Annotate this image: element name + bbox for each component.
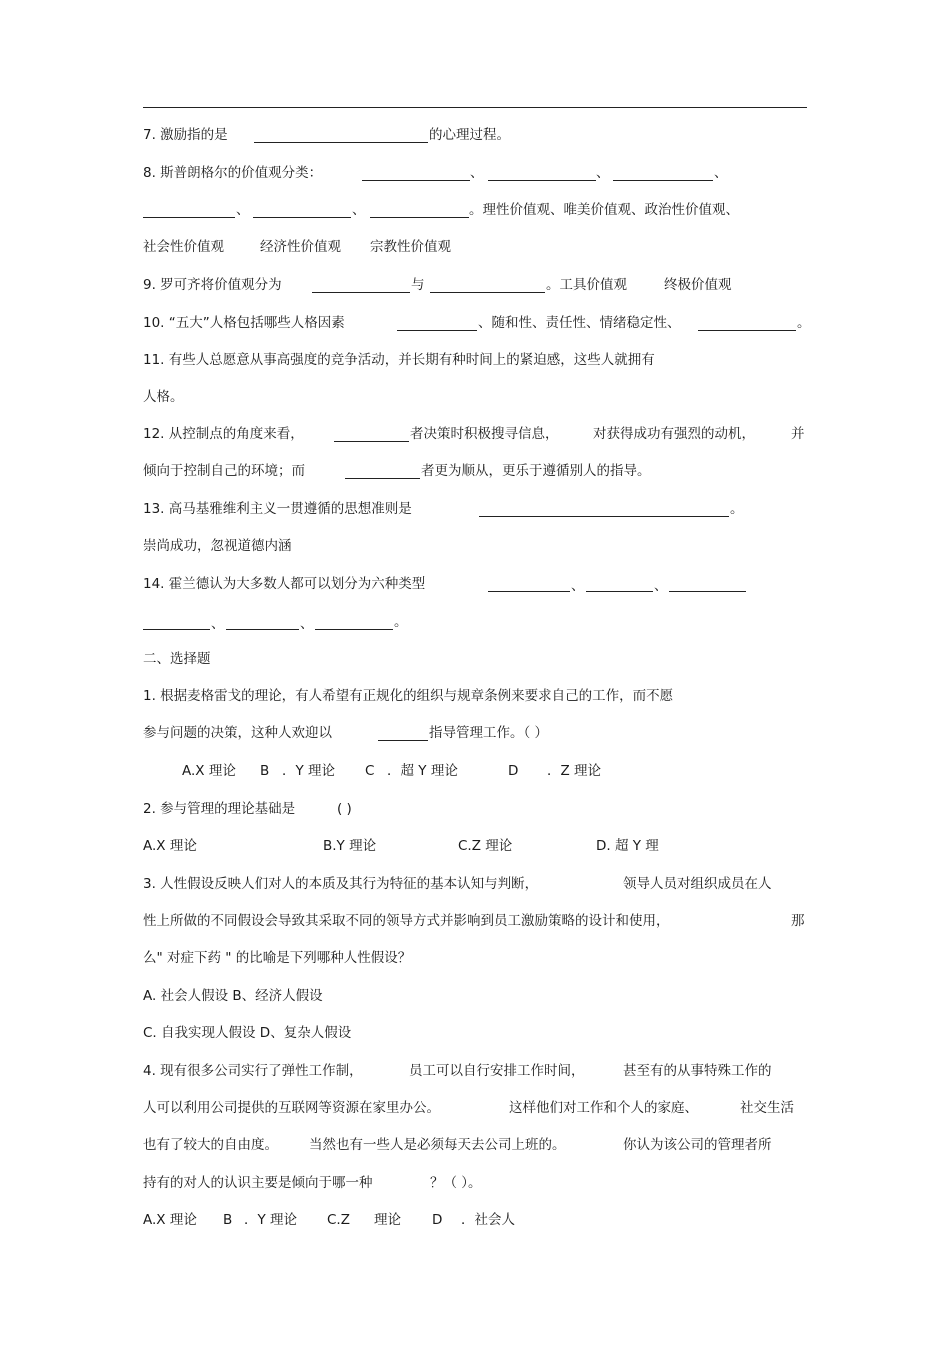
answer-blank [488,180,596,181]
question-text: 9. 罗可齐将价值观分为 [143,277,282,293]
option-c-text: 理论 [374,1212,401,1228]
question-text: 那 [791,913,805,929]
separator: 、 [210,613,226,635]
answer-blank [312,292,410,293]
answer-blank [334,441,409,442]
answer-text: 社会性价值观 [143,239,224,255]
options-cd: C. 自我实现人假设 D、复杂人假设 [143,1025,352,1041]
question-text: 参与问题的决策，这种人欢迎以 [143,725,332,741]
answer-text: 终极价值观 [664,277,732,293]
question-text: 7. 激励指的是 [143,127,228,143]
question-text: 11. 有些人总愿意从事高强度的竞争活动，并长期有种时间上的紧迫感，这些人就拥有 [143,352,655,368]
question-text: 者更为顺从，更乐于遵循别人的指导。 [421,463,651,479]
question-text: 3. 人性假设反映人们对人的本质及其行为特征的基本认知与判断， [143,876,539,892]
option-d-text: ．社会人 [461,1212,515,1228]
question-text: 13. 高马基雅维利主义一贯遵循的思想准则是 [143,501,412,517]
option-b-text: ．Y 理论 [244,1212,298,1228]
question-text: 8. 斯普朗格尔的价值观分类： [143,165,323,181]
options-ab: A. 社会人假设 B、经济人假设 [143,988,323,1004]
answer-blank [362,180,470,181]
answer-blank [143,629,393,630]
question-text: 么" 对症下药 " 的比喻是下列哪种人性假设？ [143,950,412,966]
question-text: 对获得成功有强烈的动机， [593,426,755,442]
option-d-letter: D [508,763,519,779]
question-text: 人可以利用公司提供的互联网等资源在家里办公。 [143,1100,440,1116]
answer-blank [143,217,235,218]
separator: 、 [596,165,610,181]
option-c-letter: C [365,763,375,779]
question-text: 2. 参与管理的理论基础是 [143,801,296,817]
option-b-letter: B [223,1212,233,1228]
question-text: 4. 现有很多公司实行了弹性工作制， [143,1063,363,1079]
question-text: 并 [791,426,805,442]
option-c: C.Z 理论 [458,838,513,854]
separator: 、 [714,165,728,181]
answer-blank [397,330,477,331]
separator: 、 [299,613,315,635]
question-text: 。 [730,501,744,517]
question-text: 人格。 [143,389,184,405]
question-text: 1. 根据麦格雷戈的理论，有人希望有正规化的组织与规章条例来要求自己的工作，而不愿 [143,688,674,704]
question-text: 这样他们对工作和个人的家庭、 [509,1100,698,1116]
answer-text: 经济性价值观 [260,239,341,255]
question-text: 12. 从控制点的角度来看， [143,426,304,442]
option-b: B.Y 理论 [323,838,377,854]
option-d: D. 超 Y 理 [596,838,659,854]
question-text: 。 [797,315,811,331]
option-d-letter: D [432,1212,443,1228]
option-a: A.X 理论 [182,763,236,779]
question-text: 、随和性、责任性、情绪稳定性、 [478,315,681,331]
answer-text: 宗教性价值观 [370,239,451,255]
separator: 、 [570,575,586,597]
question-text: 你认为该公司的管理者所 [623,1137,772,1153]
answer-parentheses: ？（ ）。 [430,1175,482,1191]
question-text: 员工可以自行安排工作时间， [409,1063,585,1079]
separator: 、 [653,575,669,597]
separator: 、 [236,202,250,218]
answer-blank [370,217,469,218]
answer-blank [345,478,420,479]
question-text: 14. 霍兰德认为大多数人都可以划分为六种类型 [143,576,426,592]
answer-blank [698,330,796,331]
question-text: 。理性价值观、唯美价值观、政治性价值观、 [469,202,739,218]
answer-blank [430,292,545,293]
option-c-letter: C.Z [327,1212,350,1228]
header-rule [143,107,807,108]
question-text: 者决策时积极搜寻信息， [410,426,559,442]
answer-text: 崇尚成功，忽视道德内涵 [143,538,292,554]
question-text: 甚至有的从事特殊工作的 [623,1063,772,1079]
question-text: 性上所做的不同假设会导致其采取不同的领导方式并影响到员工激励策略的设计和使用， [143,913,670,929]
question-text: 与 [411,277,425,293]
option-b-letter: B [260,763,270,779]
answer-blank [479,516,729,517]
answer-blank [613,180,713,181]
section-title: 二、选择题 [143,651,211,667]
separator: 、 [470,165,484,181]
question-text: 当然也有一些人是必须每天去公司上班的。 [309,1137,566,1153]
question-text: 指导管理工作。（ ） [429,725,549,741]
option-a: A.X 理论 [143,1212,197,1228]
separator: 、 [352,202,366,218]
answer-blank [488,591,746,592]
question-text: 社交生活 [740,1100,794,1116]
option-a: A.X 理论 [143,838,197,854]
question-text: 10. “五大”人格包括哪些人格因素 [143,315,345,331]
question-text: 倾向于控制自己的环境；而 [143,463,305,479]
option-d-text: ．Z 理论 [547,763,602,779]
answer-blank [253,217,351,218]
question-text: 领导人员对组织成员在人 [623,876,772,892]
question-text: 也有了较大的自由度。 [143,1137,278,1153]
answer-blank [254,142,428,143]
option-c-text: ．超 Y 理论 [387,763,458,779]
option-b-text: ．Y 理论 [282,763,336,779]
answer-blank [378,740,428,741]
answer-parentheses: ( ) [337,801,352,817]
question-text: 的心理过程。 [429,127,510,143]
question-text: 。 [394,614,408,630]
question-text: 持有的对人的认识主要是倾向于哪一种 [143,1175,373,1191]
question-text: 。工具价值观 [546,277,627,293]
